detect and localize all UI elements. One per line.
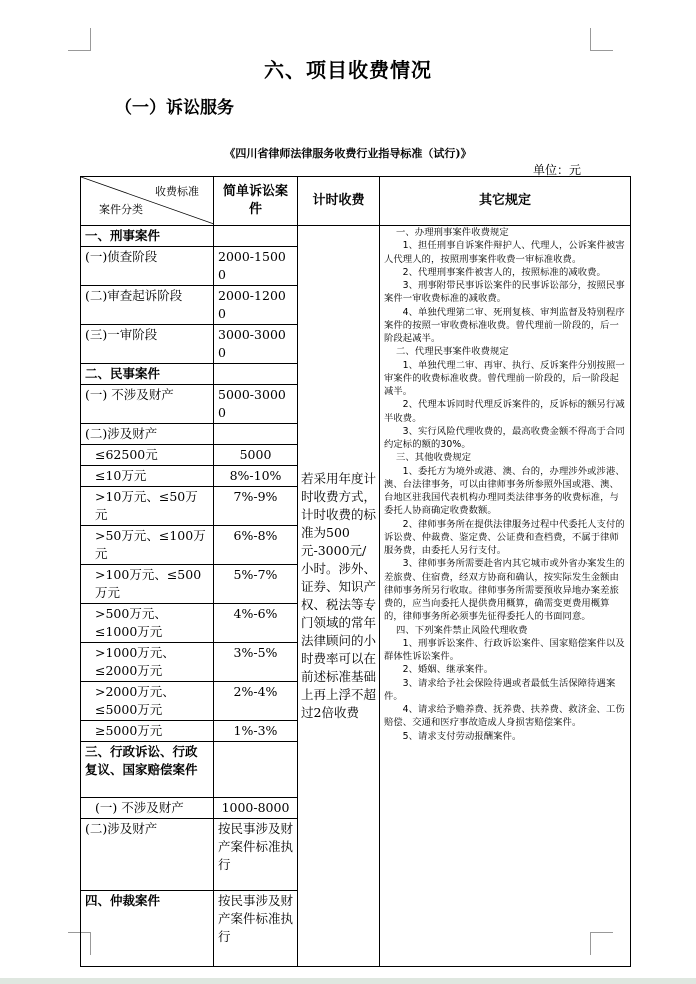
hourly-fee-text: 若采用年度计时收费方式，计时收费的标准为500元-3000元/小时。涉外、证券、知识产权、税法等专门领域的常年法律顾问的小时费率可以在前述标准基础上再上浮不超过2倍收费 <box>301 471 377 720</box>
case-category-cell: 一、刑事案件 <box>81 226 214 247</box>
case-category-cell: (一) 不涉及财产 <box>81 798 214 819</box>
page-title: 六、项目收费情况 <box>264 58 432 82</box>
simple-fee-cell <box>214 226 298 247</box>
header-fee-standard: 收费标准 <box>155 185 199 198</box>
rule-item: 1、担任刑事自诉案件辩护人、代理人，公诉案件被害人代理人的，按照刑事案件收费一审标准收费。 <box>384 240 625 265</box>
rule-item: 3、实行风险代理收费的，最高收费金额不得高于合同约定标的额的30%。 <box>384 425 625 450</box>
case-category-cell: >50万元、≤100万元 <box>81 526 214 565</box>
simple-fee-cell <box>214 424 298 445</box>
rule-item: 2、代理刑事案件被害人的，按照标准的减收费。 <box>402 266 606 278</box>
case-category-cell: 四、仲裁案件 <box>81 891 214 967</box>
rule-item: 1、单独代理二审、再审、执行、反诉案件分别按照一审案件的收费标准收费。曾代理前一阶段的，后一阶段起减半。 <box>384 359 625 397</box>
case-category-cell: >500万元、≤1000万元 <box>81 604 214 643</box>
simple-fee-cell: 1%-3% <box>214 721 298 742</box>
other-rules-cell <box>380 226 631 967</box>
standard-caption: 《四川省律师法律服务收费行业指导标准（试行)》 <box>224 147 472 160</box>
diagonal-header-cell <box>81 177 214 226</box>
case-category-cell: (一)侦查阶段 <box>81 247 214 286</box>
simple-fee-cell: 按民事涉及财产案件标准执行 <box>214 819 298 891</box>
rule-item: 3、刑事附带民事诉讼案件的民事诉讼部分，按照民事案件一审收费标准的减收费。 <box>384 280 625 305</box>
header-simple-litigation: 简单诉讼案件 <box>214 177 298 226</box>
rule-item: 1、刑事诉讼案件、行政诉讼案件、国家赔偿案件以及群体性诉讼案件。 <box>384 637 625 662</box>
table-header-row <box>81 177 631 226</box>
simple-fee-cell: 2%-4% <box>214 682 298 721</box>
simple-fee-cell: 7%-9% <box>214 487 298 526</box>
simple-fee-cell: 3%-5% <box>214 643 298 682</box>
rule-heading: 三、其他收费规定 <box>396 452 472 464</box>
rule-item: 4、单独代理第二审、死刑复核、审判监督及特别程序案件的按照一审收费标准收费。曾代理前一阶段的，后一阶段起减半。 <box>384 306 625 344</box>
case-category-cell: ≥5000万元 <box>81 721 214 742</box>
page-bottom-bar <box>0 978 696 984</box>
case-category-cell: >10万元、≤50万元 <box>81 487 214 526</box>
rule-item: 2、婚姻、继承案件。 <box>402 664 494 676</box>
simple-fee-cell: 2000-15000 <box>214 247 298 286</box>
case-category-cell: (一) 不涉及财产 <box>81 385 214 424</box>
table-row <box>81 226 631 247</box>
simple-fee-cell: 8%-10% <box>214 466 298 487</box>
case-category-cell: >2000万元、≤5000万元 <box>81 682 214 721</box>
rule-heading: 二、代理民事案件收费规定 <box>396 346 509 358</box>
rule-item: 3、律师事务所需要赴省内其它城市或外省办案发生的差旅费、住宿费，经双方协商和确认，按实际发生金额由律师事务所另行收取。律师事务所需要预收异地办案差旅费的，应当向委托人提供费用概算，确需变更费用概算的，律师事务所必须事先征得委托人的书面同意。 <box>384 558 625 623</box>
case-category-cell: (二)涉及财产 <box>81 424 214 445</box>
case-category-cell: >1000万元、≤2000万元 <box>81 643 214 682</box>
unit-label: 单位：元 <box>533 163 582 177</box>
simple-fee-cell: 1000-8000 <box>214 798 298 819</box>
rule-item: 5、请求支付劳动报酬案件。 <box>402 730 522 742</box>
header-other-rules: 其它规定 <box>380 177 631 226</box>
rule-item: 1、委托方为境外或港、澳、台的，办理涉外或涉港、澳、台法律事务，可以由律师事务所参照外国或港、澳、台地区驻我国代表机构办理同类法律事务的收费标准，与委托人协商确定收费数额。 <box>384 465 625 517</box>
simple-fee-cell: 4%-6% <box>214 604 298 643</box>
simple-fee-cell: 6%-8% <box>214 526 298 565</box>
header-case-category: 案件分类 <box>99 203 143 216</box>
case-category-cell: 二、民事案件 <box>81 364 214 385</box>
rule-heading: 四、下列案件禁止风险代理收费 <box>396 624 528 636</box>
rule-item: 4、请求给予赡养费、抚养费、扶养费、救济金、工伤赔偿、交通和医疗事故造成人身损害赔偿案件。 <box>384 704 625 729</box>
case-category-cell: (二)涉及财产 <box>81 819 214 891</box>
case-category-cell: ≤10万元 <box>81 466 214 487</box>
simple-fee-cell: 2000-12000 <box>214 286 298 325</box>
rule-item: 3、请求给予社会保险待遇或者最低生活保障待遇案件。 <box>384 677 616 702</box>
simple-fee-cell: 3000-30000 <box>214 325 298 364</box>
rule-item: 2、代理本诉同时代理反诉案件的，反诉标的额另行减半收费。 <box>384 399 625 424</box>
hourly-fee-cell <box>298 226 380 967</box>
crop-mark-top-left <box>68 28 91 51</box>
fee-table <box>80 176 631 967</box>
header-hourly-fee: 计时收费 <box>298 177 380 226</box>
simple-fee-cell: 5000 <box>214 445 298 466</box>
crop-mark-top-right <box>590 28 613 51</box>
rule-item: 2、律师事务所在提供法律服务过程中代委托人支付的诉讼费、仲裁费、鉴定费、公证费和查档费，不属于律师服务费，由委托人另行支付。 <box>384 518 625 556</box>
simple-fee-cell: 按民事涉及财产案件标准执行 <box>214 891 298 967</box>
section-subtitle: （一）诉讼服务 <box>115 98 234 118</box>
simple-fee-cell <box>214 364 298 385</box>
case-category-cell: 三、行政诉讼、行政复议、国家赔偿案件 <box>81 742 214 798</box>
rule-heading: 一、办理刑事案件收费规定 <box>396 227 509 238</box>
simple-fee-cell: 5000-30000 <box>214 385 298 424</box>
case-category-cell: (三)一审阶段 <box>81 325 214 364</box>
case-category-cell: (二)审查起诉阶段 <box>81 286 214 325</box>
case-category-cell: ≤62500元 <box>81 445 214 466</box>
case-category-cell: >100万元、≤500万元 <box>81 565 214 604</box>
simple-fee-cell: 5%-7% <box>214 565 298 604</box>
simple-fee-cell <box>214 742 298 798</box>
